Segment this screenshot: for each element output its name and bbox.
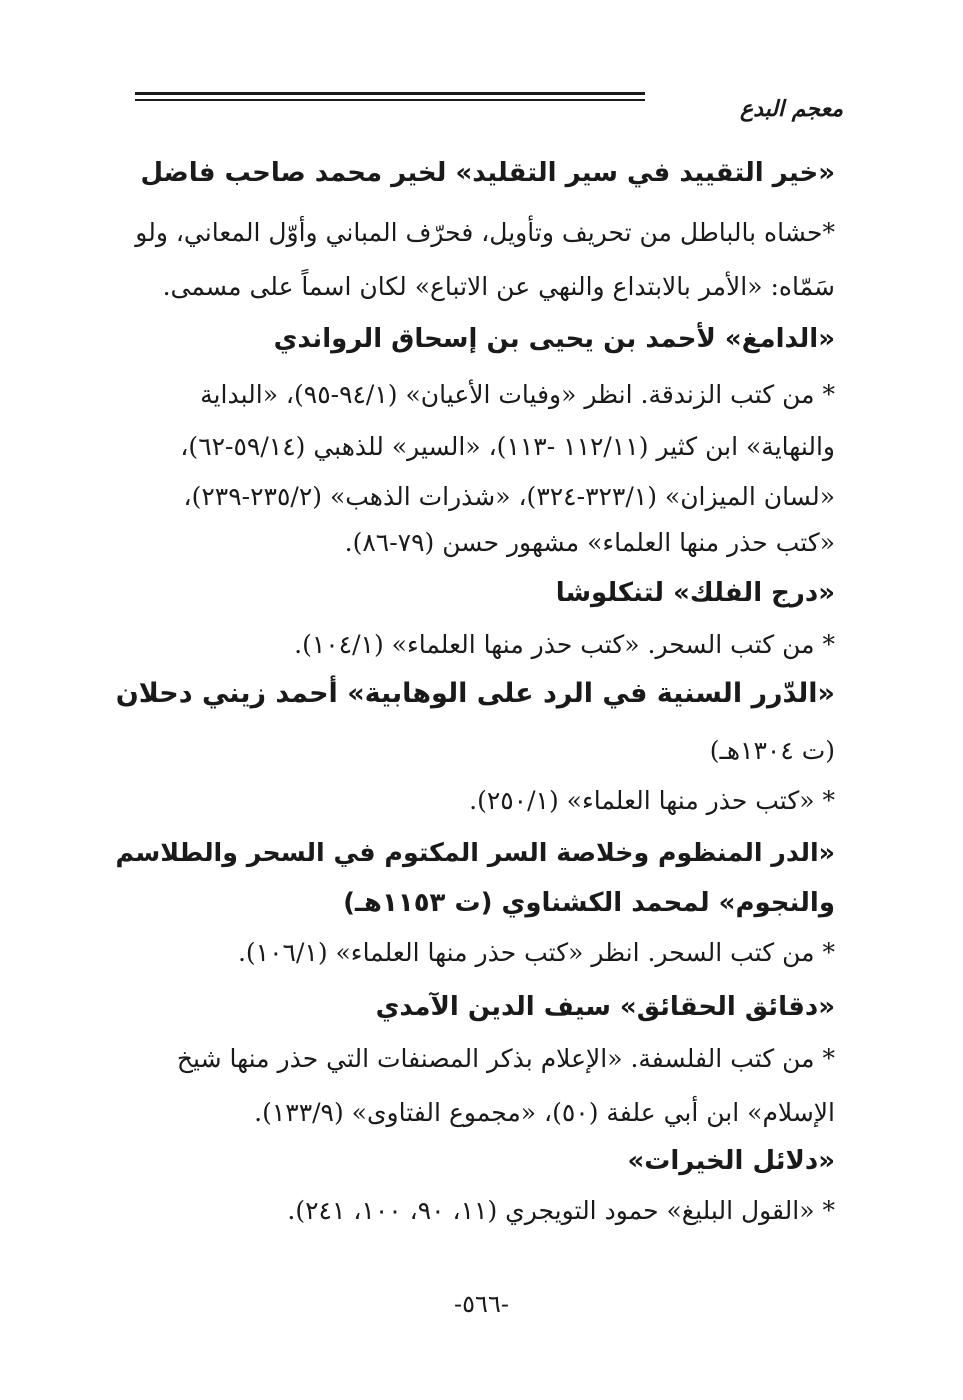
entry-body-line: * من كتب الفلسفة. «الإعلام بذكر المصنفات التي حذر منها شيخ <box>176 1044 835 1073</box>
entry-body-line: * «القول البليغ» حمود التويجري (١١، ٩٠، ١٠٠، ٢٤١). <box>287 1196 835 1225</box>
entry-body-line: * من كتب السحر. «كتب حذر منها العلماء» (١٠٤/١). <box>294 630 835 659</box>
entry-heading: «دلائل الخيرات» <box>627 1146 835 1176</box>
entry-body-line: *حشاه بالباطل من تحريف وتأويل، فحرّف المباني وأوّل المعاني، ولو <box>135 218 835 247</box>
entry-body-line: * من كتب السحر. انظر «كتب حذر منها العلماء» (١٠٦/١). <box>237 938 835 967</box>
entry-body-line: * من كتب الزندقة. انظر «وفيات الأعيان» (٩٤/١-٩٥)، «البداية <box>200 380 835 409</box>
entry-body-line: والنهاية» ابن كثير (١١٢/١١ -١١٣)، «السير» للذهبي (٥٩/١٤-٦٢)، <box>180 432 835 461</box>
entry-heading: «خير التقييد في سير التقليد» لخير محمد صاحب فاضل <box>140 158 835 188</box>
entry-body-line: «كتب حذر منها العلماء» مشهور حسن (٧٩-٨٦). <box>344 528 835 557</box>
header-rule-thick <box>135 92 645 95</box>
entry-heading: «الدر المنظوم وخلاصة السر المكتوم في السحر والطلاسم <box>115 838 835 867</box>
entry-heading: والنجوم» لمحمد الكشناوي (ت ١١٥٣هـ) <box>343 888 835 918</box>
running-header-title: معجم البدع <box>739 96 843 122</box>
header-rule-thin <box>135 99 645 101</box>
entry-body-line: سَمّاه: «الأمر بالابتداع والنهي عن الاتباع» لكان اسماً على مسمى. <box>162 272 835 301</box>
page-number: -٥٦٦- <box>454 1290 509 1318</box>
entry-heading: «دقائق الحقائق» سيف الدين الآمدي <box>375 992 835 1022</box>
entry-body-line: * «كتب حذر منها العلماء» (٢٥٠/١). <box>469 786 835 815</box>
entry-body-line: (ت ١٣٠٤هـ) <box>709 736 835 765</box>
entry-heading: «الدامغ» لأحمد بن يحيى بن إسحاق الرواندي <box>273 324 835 354</box>
entry-heading: «درج الفلك» لتنكلوشا <box>555 578 835 608</box>
entry-heading: «الدّرر السنية في الرد على الوهابية» أحمد زيني دحلان <box>115 678 835 709</box>
entry-body-line: «لسان الميزان» (٣٢٣/١-٣٢٤)، «شذرات الذهب» (٢٣٥/٢-٢٣٩)، <box>183 482 835 511</box>
entry-body-line: الإسلام» ابن أبي علفة (٥٠)، «مجموع الفتاوى» (١٣٣/٩). <box>254 1098 835 1127</box>
